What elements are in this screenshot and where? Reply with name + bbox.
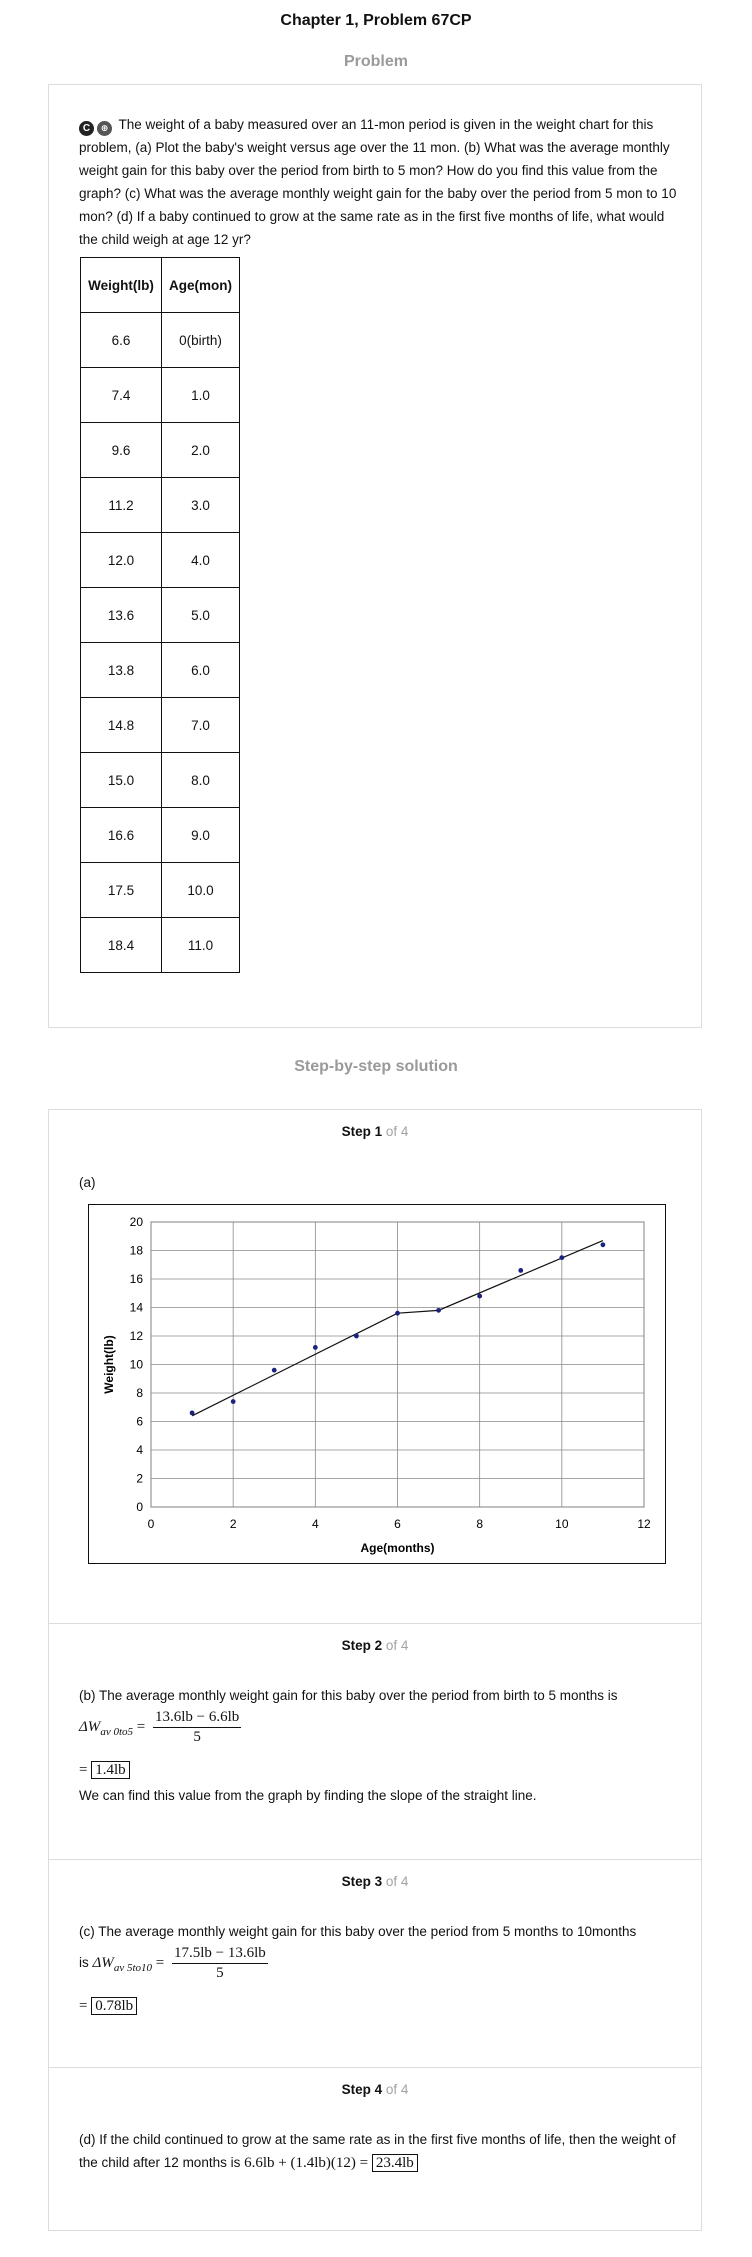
age-cell: 3.0 bbox=[162, 478, 240, 533]
y-tick-label: 2 bbox=[136, 1471, 143, 1486]
step-4-result: 23.4lb bbox=[372, 2154, 418, 2172]
data-point bbox=[231, 1399, 236, 1404]
x-tick-label: 6 bbox=[394, 1517, 401, 1531]
data-point bbox=[436, 1308, 441, 1313]
table-row bbox=[81, 588, 240, 643]
data-point bbox=[559, 1255, 564, 1260]
step-3-text: (c) The average monthly weight gain for this baby over the period from 5 months to 10months bbox=[79, 1924, 637, 1939]
age-cell: 4.0 bbox=[162, 533, 240, 588]
weight-cell: 15.0 bbox=[81, 753, 162, 808]
globe-badge-icon: ⊕ bbox=[97, 121, 112, 136]
step-3-result: = 0.78lb bbox=[79, 1995, 679, 2018]
c-badge-icon: C bbox=[79, 121, 94, 136]
weight-chart bbox=[89, 1205, 664, 1562]
step-1-part-label: (a) bbox=[79, 1175, 96, 1190]
age-cell: 1.0 bbox=[162, 368, 240, 423]
weight-cell: 13.6 bbox=[81, 588, 162, 643]
weight-cell: 7.4 bbox=[81, 368, 162, 423]
step-2-header: Step 2 of 4 bbox=[341, 1638, 409, 1653]
x-tick-label: 0 bbox=[147, 1517, 155, 1531]
x-tick-label: 10 bbox=[555, 1517, 569, 1531]
y-tick-label: 18 bbox=[129, 1243, 143, 1258]
step-3-equation: is $\Delta W_{av 5to10}$ = $\frac{17.5lb - 13.6lb}{5}$ bbox=[79, 1945, 266, 1981]
age-cell: 7.0 bbox=[162, 698, 240, 753]
table-row bbox=[81, 423, 240, 478]
solution-section-title: Step-by-step solution bbox=[294, 1058, 458, 1075]
x-tick-label: 2 bbox=[229, 1517, 237, 1531]
age-cell: 10.0 bbox=[162, 863, 240, 918]
step-4 bbox=[49, 2068, 701, 2232]
y-tick-label: 10 bbox=[129, 1357, 143, 1372]
weight-table bbox=[80, 257, 240, 973]
table-row bbox=[81, 478, 240, 533]
table-row bbox=[81, 753, 240, 808]
step-2-equation: $\Delta W_{av 0to5}$ = $\frac{13.6lb - 6.6lb}{5}$ bbox=[79, 1709, 240, 1745]
weight-cell: 12.0 bbox=[81, 533, 162, 588]
age-cell: 0(birth) bbox=[162, 313, 240, 368]
problem-section-title: Problem bbox=[343, 53, 408, 70]
y-tick-label: 8 bbox=[136, 1386, 143, 1400]
y-tick-label: 14 bbox=[129, 1300, 143, 1315]
step-1-header: Step 1 of 4 bbox=[341, 1124, 409, 1139]
table-row bbox=[81, 533, 240, 588]
weight-cell: 16.6 bbox=[81, 808, 162, 863]
y-axis-label: Weight(lb) bbox=[102, 1335, 116, 1394]
chart-frame bbox=[88, 1204, 666, 1564]
y-tick-label: 16 bbox=[129, 1272, 143, 1286]
data-point bbox=[354, 1334, 359, 1339]
table-row bbox=[81, 808, 240, 863]
age-cell: 5.0 bbox=[162, 588, 240, 643]
step-4-header: Step 4 of 4 bbox=[341, 2082, 409, 2097]
table-row bbox=[81, 918, 240, 973]
age-header: Age(mon) bbox=[162, 258, 240, 313]
y-tick-label: 12 bbox=[129, 1329, 143, 1343]
age-cell: 8.0 bbox=[162, 753, 240, 808]
data-point bbox=[190, 1411, 195, 1416]
x-tick-label: 8 bbox=[476, 1517, 484, 1531]
y-tick-label: 0 bbox=[136, 1500, 143, 1514]
age-cell: 9.0 bbox=[162, 808, 240, 863]
table-row bbox=[81, 368, 240, 423]
x-axis-label: Age(months) bbox=[360, 1541, 435, 1555]
data-point bbox=[313, 1345, 318, 1350]
age-cell: 2.0 bbox=[162, 423, 240, 478]
weight-cell: 11.2 bbox=[81, 478, 162, 533]
age-cell: 6.0 bbox=[162, 643, 240, 698]
data-point bbox=[518, 1268, 523, 1273]
step-1 bbox=[49, 1110, 701, 1624]
x-tick-label: 12 bbox=[637, 1517, 651, 1531]
weight-cell: 13.8 bbox=[81, 643, 162, 698]
y-tick-label: 4 bbox=[136, 1443, 143, 1457]
table-row bbox=[81, 863, 240, 918]
y-tick-label: 6 bbox=[136, 1414, 143, 1429]
weight-cell: 14.8 bbox=[81, 698, 162, 753]
step-2 bbox=[49, 1624, 701, 1860]
step-2-result: = 1.4lb bbox=[79, 1759, 679, 1782]
data-point bbox=[601, 1242, 606, 1247]
weight-cell: 17.5 bbox=[81, 863, 162, 918]
step-2-text: (b) The average monthly weight gain for this baby over the period from birth to 5 months is bbox=[79, 1688, 618, 1703]
data-point bbox=[395, 1311, 400, 1316]
step-4-expression: 6.6lb + (1.4lb)(12) = bbox=[244, 2155, 369, 2171]
problem-panel bbox=[48, 84, 702, 1028]
table-row bbox=[81, 313, 240, 368]
step-3-header: Step 3 of 4 bbox=[341, 1874, 409, 1889]
step-3 bbox=[49, 1860, 701, 2068]
weight-cell: 9.6 bbox=[81, 423, 162, 478]
table-row bbox=[81, 698, 240, 753]
y-tick-label: 20 bbox=[129, 1215, 143, 1229]
x-tick-label: 4 bbox=[311, 1517, 319, 1531]
page-title: Chapter 1, Problem 67CP bbox=[280, 12, 472, 29]
weight-header: Weight(lb) bbox=[81, 258, 162, 313]
data-point bbox=[272, 1368, 277, 1373]
data-point bbox=[477, 1294, 482, 1299]
table-row bbox=[81, 643, 240, 698]
solution-panel bbox=[48, 1109, 702, 2231]
weight-cell: 18.4 bbox=[81, 918, 162, 973]
age-cell: 11.0 bbox=[162, 918, 240, 973]
weight-cell: 6.6 bbox=[81, 313, 162, 368]
step-4-text: (d) If the child continued to grow at the same rate as in the first five months of life, then the weight of the child after 12 months is 6.6lb + (1.4lb)(12) = 23.4lb bbox=[79, 2132, 676, 2171]
problem-statement bbox=[79, 113, 684, 251]
step-2-note: We can find this value from the graph by finding the slope of the straight line. bbox=[79, 1788, 537, 1803]
problem-text: The weight of a baby measured over an 11-mon period is given in the weight chart for this problem, (a) Plot the baby's weight versus age over the 11 mon. (b) What was the average monthly weight gain for this baby over the period from birth to 5 mon? How do you find this value from the graph? (c) What was the average monthly weight gain for the baby over the period from 5 mon to 10 mon? (d) If a baby continued to grow at the same rate as in the first five months of life, what would the child weigh at age 12 yr? bbox=[79, 117, 677, 247]
